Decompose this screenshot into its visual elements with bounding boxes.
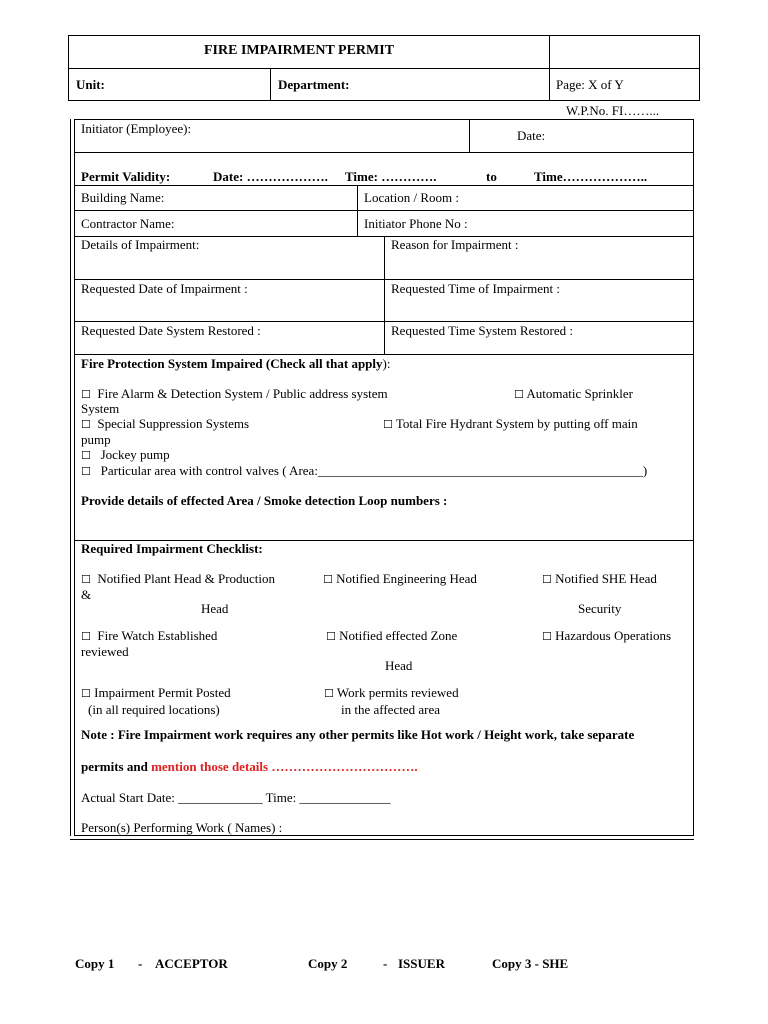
checklist-heading: Required Impairment Checklist: <box>81 541 263 556</box>
header-col-divider-2 <box>270 68 271 101</box>
checkbox-icon[interactable]: ☐ <box>324 687 334 700</box>
hydrant-label: Total Fire Hydrant System by putting off main <box>395 416 638 431</box>
phone-label: Initiator Phone No : <box>364 216 468 231</box>
restore-date-label: Requested Date System Restored : <box>81 323 261 338</box>
requested-date-label: Requested Date of Impairment : <box>81 281 248 296</box>
checkbox-icon[interactable]: ☐ <box>81 573 91 586</box>
work-permits-cont: in the affected area <box>341 702 440 717</box>
department-label: Department: <box>278 77 350 92</box>
header-col-divider <box>549 35 550 101</box>
form-left-double-line <box>70 119 71 836</box>
plant-head-label: Notified Plant Head & Production <box>97 571 276 586</box>
footer-copy3: Copy 3 - SHE <box>492 956 569 971</box>
hydrant-label-cont: pump <box>81 432 111 447</box>
sprinkler-label: Automatic Sprinkler <box>526 386 633 401</box>
validity-date: Date: ………………. <box>213 169 328 184</box>
hazardous-label: Hazardous Operations <box>555 628 672 643</box>
permit-posted-cont: (in all required locations) <box>88 702 220 717</box>
wp-number: W.P.No. FI……... <box>566 103 660 118</box>
form-bottom-double-line <box>70 839 694 840</box>
note-line-2-start: permits and <box>81 759 152 774</box>
footer-issuer: ISSUER <box>398 956 445 971</box>
work-permits-label: Work permits reviewed <box>336 685 459 700</box>
row-line <box>74 279 694 280</box>
note-line-2-red: mention those details ……………………………. <box>151 759 418 774</box>
validity-to: to <box>486 169 497 184</box>
reason-label: Reason for Impairment : <box>391 237 519 252</box>
footer-copy1: Copy 1 <box>75 956 115 971</box>
checkbox-icon[interactable]: ☐ <box>542 630 552 643</box>
footer-acceptor: ACCEPTOR <box>155 956 228 971</box>
page-label: Page: X of Y <box>556 77 624 92</box>
fire-watch-option[interactable] <box>81 628 217 644</box>
she-head-cont: Security <box>578 601 622 616</box>
row-line <box>74 152 694 153</box>
work-permits-option[interactable] <box>324 685 459 701</box>
checkbox-icon[interactable]: ☐ <box>81 418 91 431</box>
checkbox-icon[interactable]: ☐ <box>81 687 91 700</box>
checkbox-icon[interactable]: ☐ <box>542 573 552 586</box>
restore-time-label: Requested Time System Restored : <box>391 323 573 338</box>
plant-head-cont: Head <box>201 601 229 616</box>
permit-validity-label: Permit Validity: <box>81 169 171 184</box>
checkbox-icon[interactable]: ☐ <box>326 630 336 643</box>
jockey-option[interactable] <box>81 447 170 463</box>
sprinkler-option[interactable] <box>514 386 633 402</box>
actual-start-date: Actual Start Date: _____________ Time: ______________ <box>81 790 391 805</box>
fps-heading <box>81 356 390 372</box>
checkbox-icon[interactable]: ☐ <box>383 418 393 431</box>
col-divider-2 <box>384 236 385 354</box>
permit-posted-option[interactable] <box>81 685 231 701</box>
sprinkler-label-cont: System <box>81 401 120 416</box>
initiator-divider <box>469 119 470 152</box>
zone-head-option[interactable] <box>326 628 457 644</box>
checkbox-icon[interactable]: ☐ <box>514 388 524 401</box>
row-line <box>74 321 694 322</box>
fps-heading-note: (Check all that apply <box>265 356 383 371</box>
validity-time: Time: …………. <box>345 169 437 184</box>
note-line-1: Note : Fire Impairment work requires any other permits like Hot work / Height work, take separate <box>81 727 635 742</box>
jockey-label: Jockey pump <box>100 447 170 462</box>
footer-copy2: Copy 2 <box>308 956 348 971</box>
hydrant-option[interactable] <box>383 416 638 432</box>
zone-head-cont: Head <box>385 658 413 673</box>
unit-label: Unit: <box>76 77 105 92</box>
contractor-label: Contractor Name: <box>81 216 175 231</box>
eng-head-label: Notified Engineering Head <box>336 571 477 586</box>
eng-head-option[interactable] <box>323 571 477 587</box>
validity-time-end: Time……………….. <box>534 169 648 184</box>
permit-title: FIRE IMPAIRMENT PERMIT <box>204 43 395 58</box>
header-divider <box>68 68 700 69</box>
zone-head-label: Notified effected Zone <box>339 628 458 643</box>
checkbox-icon[interactable]: ☐ <box>323 573 333 586</box>
suppression-label: Special Suppression Systems <box>97 416 250 431</box>
checkbox-icon[interactable]: ☐ <box>81 465 91 478</box>
location-label: Location / Room : <box>364 190 459 205</box>
she-head-label: Notified SHE Head <box>555 571 657 586</box>
note-line-2 <box>81 759 418 775</box>
fire-watch-cont: reviewed <box>81 644 129 659</box>
row-line <box>74 354 694 355</box>
suppression-option[interactable] <box>81 416 249 432</box>
hazardous-option[interactable] <box>542 628 671 644</box>
fire-watch-label: Fire Watch Established <box>97 628 218 643</box>
area-option[interactable] <box>81 463 647 479</box>
row-line <box>74 210 694 211</box>
building-label: Building Name: <box>81 190 165 205</box>
checkbox-icon[interactable]: ☐ <box>81 449 91 462</box>
footer-dash2: - <box>383 956 388 971</box>
fps-heading-tail: ): <box>382 356 391 371</box>
row-line <box>74 185 694 186</box>
persons-performing: Person(s) Performing Work ( Names) : <box>81 820 283 835</box>
checkbox-icon[interactable]: ☐ <box>81 388 91 401</box>
footer-dash1: - <box>138 956 143 971</box>
requested-time-label: Requested Time of Impairment : <box>391 281 560 296</box>
fire-alarm-label: Fire Alarm & Detection System / Public address system <box>97 386 388 401</box>
details-label: Details of Impairment: <box>81 237 200 252</box>
plant-head-amp: & <box>81 587 92 602</box>
permit-posted-label: Impairment Permit Posted <box>94 685 231 700</box>
fps-heading-text: Fire Protection System Impaired <box>81 356 263 371</box>
plant-head-option[interactable] <box>81 571 275 587</box>
affected-area-heading: Provide details of effected Area / Smoke detection Loop numbers : <box>81 493 448 508</box>
area-label: Particular area with control valves ( Area:__________________________________________________) <box>100 463 648 478</box>
fire-alarm-option[interactable] <box>81 386 388 402</box>
date-label: Date: <box>517 128 546 143</box>
checkbox-icon[interactable]: ☐ <box>81 630 91 643</box>
initiator-label: Initiator (Employee): <box>81 121 192 136</box>
she-head-option[interactable] <box>542 571 657 587</box>
